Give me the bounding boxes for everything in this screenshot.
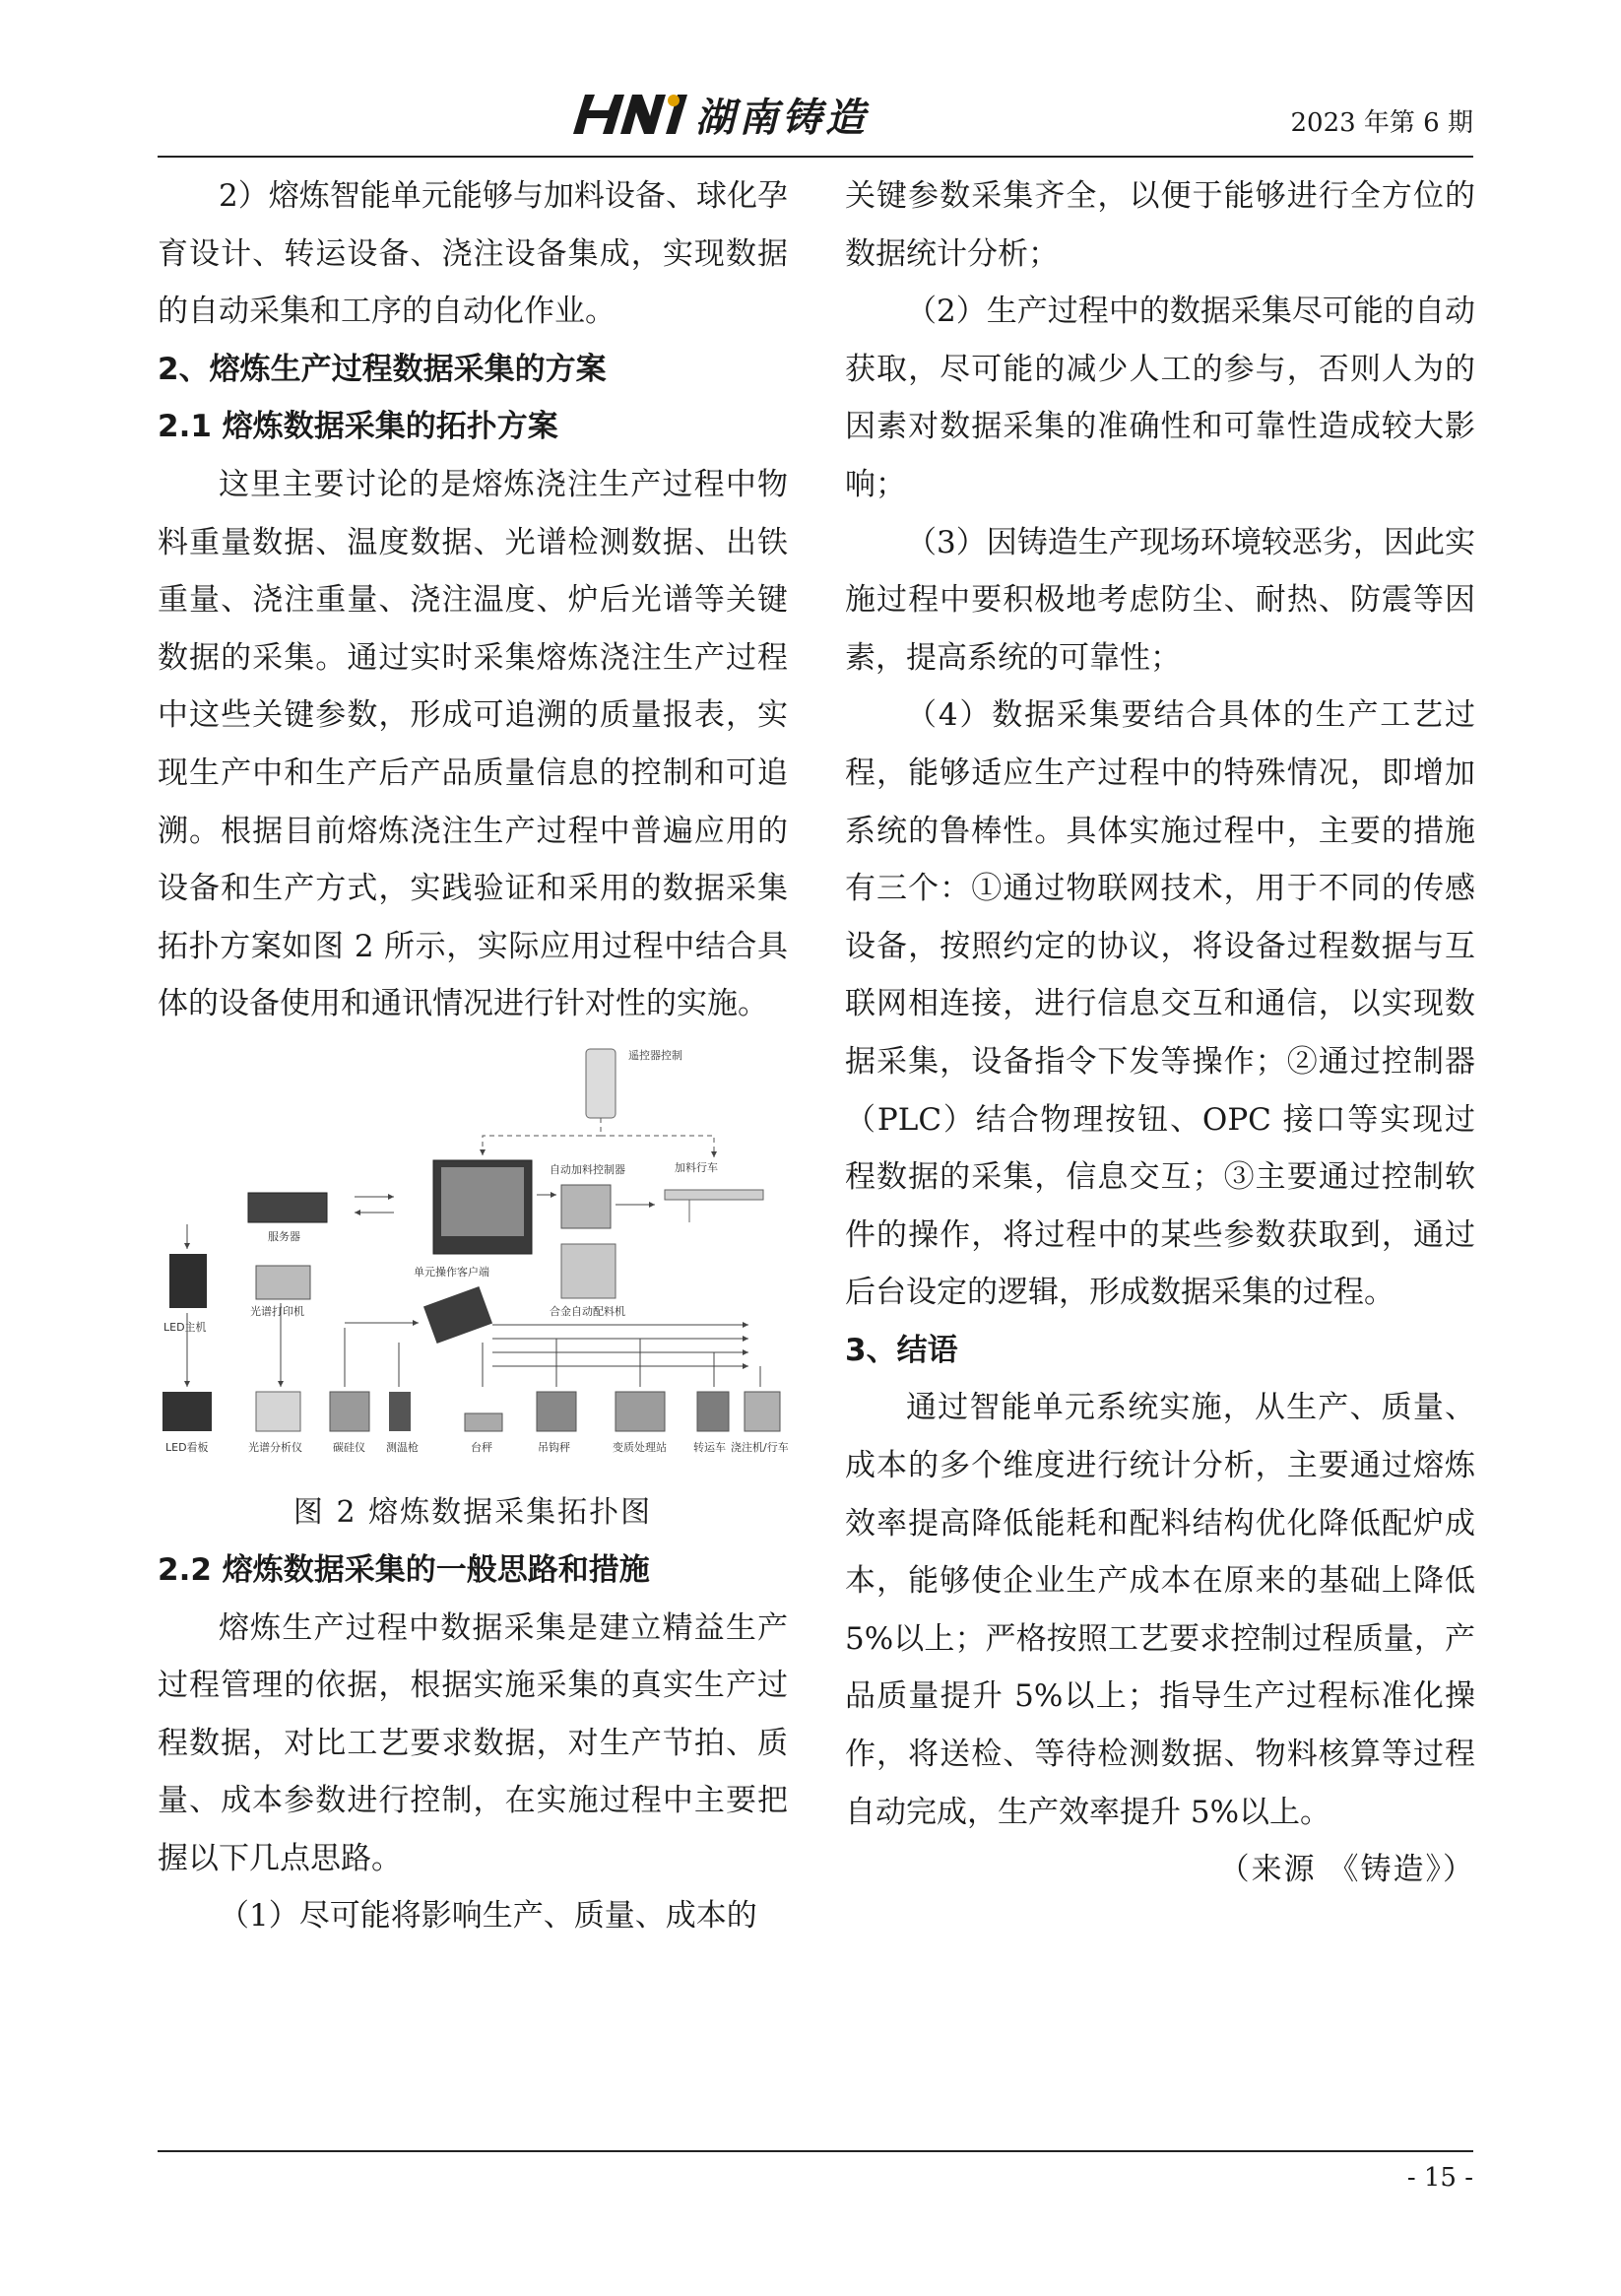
diagram-label: 遥控器控制 (628, 1048, 682, 1062)
diagram-label: 碳硅仪 (333, 1440, 365, 1454)
temp-gun-icon (389, 1392, 411, 1431)
diagram-label: 转运车 (693, 1440, 726, 1454)
scale-icon (465, 1413, 502, 1431)
hni-logo-icon (571, 93, 687, 136)
diagram-label: 单元操作客户端 (414, 1265, 489, 1279)
diagram-label: 吊钩秤 (538, 1440, 570, 1454)
topology-diagram (158, 1047, 788, 1476)
gateway-icon (423, 1286, 492, 1344)
left-column (158, 167, 788, 1945)
pouring-machine-icon (745, 1392, 780, 1431)
transfer-car-icon (697, 1392, 729, 1431)
diagram-label: LED主机 (163, 1320, 207, 1334)
diagram-label: 自动加料控制器 (550, 1162, 625, 1176)
printer-icon (256, 1266, 310, 1299)
batching-machine-icon (561, 1244, 616, 1298)
page-number: - 15 - (1406, 2163, 1473, 2193)
diagram-label: 浇注机/行车 (731, 1440, 788, 1454)
figure-caption: 图 2 熔炼数据采集拓扑图 (292, 1494, 653, 1530)
paragraph: 2）熔炼智能单元能够与加料设备、球化孕育设计、转运设备、浇注设备集成，实现数据的自动采集和工序的自动化作业。 (158, 178, 788, 330)
paragraph: （2）生产过程中的数据采集尽可能的自动获取，尽可能的减少人工的参与，否则人为的因素对数据采集的准确性和可靠性造成较大影响； (845, 294, 1475, 502)
paragraph (845, 1379, 1476, 1888)
led-host-icon (169, 1254, 207, 1308)
subsection-heading: 2.1 熔炼数据采集的拓扑方案 (158, 409, 558, 445)
diagram-label: LED看板 (165, 1440, 209, 1454)
journal-title: 湖南铸造 (695, 94, 869, 141)
crane-icon (665, 1190, 763, 1200)
controller-icon (561, 1185, 611, 1228)
paragraph: 关键参数采集齐全，以便于能够进行全方位的数据统计分析； (845, 178, 1475, 272)
carbon-silicon-icon (330, 1392, 369, 1431)
issue-label: 2023 年第 6 期 (1290, 108, 1473, 138)
diagram-label: 加料行车 (675, 1160, 718, 1174)
server-icon (248, 1193, 327, 1222)
section-heading: 3、结语 (845, 1332, 958, 1368)
led-board-icon (162, 1392, 212, 1431)
subsection-heading: 2.2 熔炼数据采集的一般思路和措施 (158, 1551, 650, 1588)
paragraph: （1）尽可能将影响生产、质量、成本的 (219, 1898, 757, 1935)
paragraph: （4）数据采集要结合具体的生产工艺过程，能够适应生产过程中的特殊情况，即增加系统的鲁棒性。具体实施过程中，主要的措施有三个：①通过物联网技术，用于不同的传感设备，按照约定的协议，将设备过程数据与互联网相连接，进行信息交互和通信，以实现数据采集，设备指令下发等操作；②通过控制器（PLC）结合物理按钮、OPC 接口等实现过程数据的采集，信息交互；③主要通过控制软件的操作，将过程中的某些参数获取到，通过后台设定的逻辑，形成数据采集的过程。 (845, 697, 1475, 1311)
footer-rule (158, 2150, 1473, 2152)
diagram-label: 合金自动配料机 (550, 1304, 625, 1318)
page-header (158, 81, 1473, 156)
hook-scale-icon (537, 1392, 576, 1431)
header-rule (158, 156, 1473, 158)
topology-figure (158, 1047, 788, 1476)
source-note: （来源 《铸造》） (1218, 1852, 1475, 1888)
paragraph: 熔炼生产过程中数据采集是建立精益生产过程管理的依据，根据实施采集的真实生产过程数据，对比工艺要求数据，对生产节拍、质量、成本参数进行控制，在实施过程中主要把握以下几点思路。 (158, 1609, 788, 1876)
spectrometer-icon (256, 1392, 300, 1431)
remote-icon (586, 1049, 616, 1118)
conclusion-text: 通过智能单元系统实施，从生产、质量、成本的多个维度进行统计分析，主要通过熔炼效率提高降低能耗和配料结构优化降低配炉成本，能够使企业生产成本在原来的基础上降低 5%以上；严格按照工艺要求控制过程质量，产品质量提升 5%以上；指导生产过程标准化操作，将送检、等待检测数据、物料核算等过程自动完成，生产效率提升 5%以上。 (845, 1390, 1476, 1830)
right-column (845, 167, 1475, 1899)
paragraph: 这里主要讨论的是熔炼浇注生产过程中物料重量数据、温度数据、光谱检测数据、出铁重量、浇注重量、浇注温度、炉后光谱等关键数据的采集。通过实时采集熔炼浇注生产过程中这些关键参数，形成可追溯的质量报表，实现生产中和生产后产品质量信息的控制和可追溯。根据目前熔炼浇注生产过程中普遍应用的设备和生产方式，实践验证和采用的数据采集拓扑方案如图 2 所示，实际应用过程中结合具体的设备使用和通讯情况进行针对性的实施。 (158, 466, 788, 1022)
section-heading: 2、熔炼生产过程数据采集的方案 (158, 351, 607, 387)
diagram-label: 光谱打印机 (250, 1304, 304, 1318)
diagram-label: 服务器 (268, 1229, 300, 1243)
paragraph: （3）因铸造生产现场环境较恶劣，因此实施过程中要积极地考虑防尘、耐热、防震等因素，提高系统的可靠性； (845, 524, 1475, 676)
diagram-label: 变质处理站 (613, 1440, 667, 1454)
journal-logo (571, 85, 869, 144)
diagram-label: 光谱分析仪 (248, 1440, 302, 1454)
diagram-label: 台秤 (471, 1440, 492, 1454)
diagram-label: 测温枪 (386, 1440, 419, 1454)
treatment-station-icon (616, 1392, 665, 1431)
